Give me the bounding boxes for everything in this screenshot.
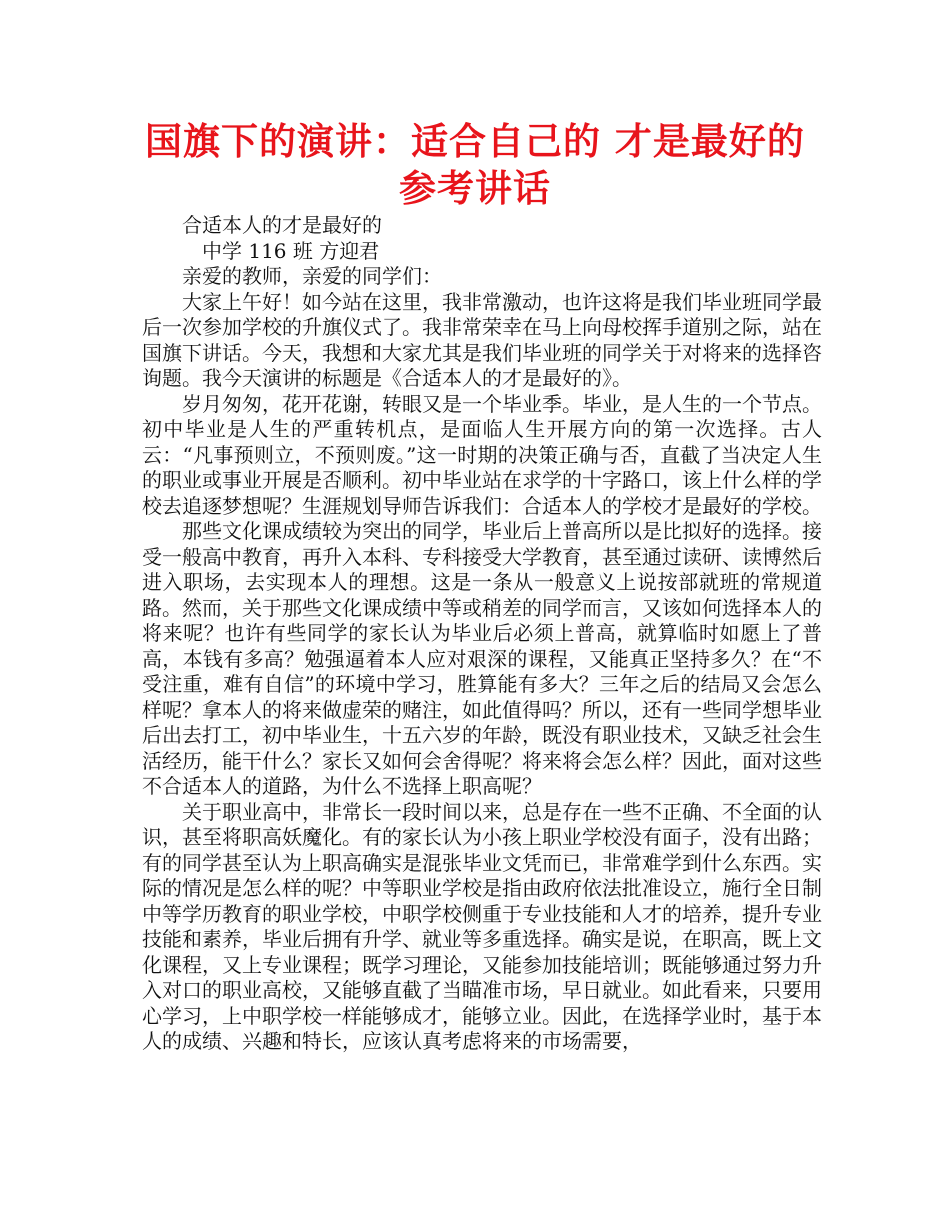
author-line: 中学 116 班 方迎君 (202, 238, 380, 263)
paragraph: 大家上午好！如今站在这里，我非常激动，也许这将是我们毕业班同学最后一次参加学校的升旗仪式了。我非常荣幸在马上向母校挥手道别之际，站在国旗下讲话。今天，我想和大家尤其是我们毕业班的同学关于对将来的选择咨询题。我今天演讲的标题是《合适本人的才是最好的》。 (142, 289, 822, 390)
paragraph: 那些文化课成绩较为突出的同学，毕业后上普高所以是比拟好的选择。接受一般高中教育，再升入本科、专科接受大学教育，甚至通过读研、读博然后进入职场，去实现本人的理想。这是一条从一般意义上说按部就班的常规道路。然而，关于那些文化课成绩中等或稍差的同学而言，又该如何选择本人的将来呢？也许有些同学的家长认为毕业后必须上普高，就算临时如愿上了普高，本钱有多高？勉强逼着本人应对艰深的课程，又能真正坚持多久？在“不受注重，难有自信”的环境中学习，胜算能有多大？三年之后的结局又会怎么样呢？拿本人的将来做虚荣的赌注，如此值得吗？所以，还有一些同学想毕业后出去打工，初中毕业生，十五六岁的年龄，既没有职业技术，又缺乏社会生活经历，能干什么？家长又如何会舍得呢？将来将会怎么样？因此，面对这些不合适本人的道路，为什么不选择上职高呢？ (142, 519, 822, 798)
paragraph: 岁月匆匆，花开花谢，转眼又是一个毕业季。毕业，是人生的一个节点。初中毕业是人生的严重转机点，是面临人生开展方向的第一次选择。古人云：“凡事预则立，不预则废。”这一时期的决策正确与否，直截了当决定人生的职业或事业开展是否顺利。初中毕业站在求学的十字路口，该上什么样的学校去追逐梦想呢？生涯规划导师告诉我们：合适本人的学校才是最好的学校。 (142, 391, 822, 518)
document-body (142, 213, 822, 1055)
paragraph: 关于职业高中，非常长一段时间以来，总是存在一些不正确、不全面的认识，甚至将职高妖魔化。有的家长认为小孩上职业学校没有面子，没有出路；有的同学甚至认为上职高确实是混张毕业文凭而已，非常难学到什么东西。实际的情况是怎么样的呢？中等职业学校是指由政府依法批准设立，施行全日制中等学历教育的职业学校，中职学校侧重于专业技能和人才的培养，提升专业技能和素养，毕业后拥有升学、就业等多重选择。确实是说，在职高，既上文化课程，又上专业课程；既学习理论，又能参加技能培训；既能够通过努力升入对口的职业高校，又能够直截了当瞄准市场，早日就业。如此看来，只要用心学习，上中职学校一样能够成才，能够立业。因此，在选择学业时，基于本人的成绩、兴趣和特长，应该认真考虑将来的市场需要， (142, 799, 822, 1053)
subtitle: 合适本人的才是最好的 (182, 213, 382, 237)
greeting: 亲爱的教师，亲爱的同学们： (182, 264, 442, 288)
document-title: 国旗下的演讲：适合自己的 才是最好的参考讲话 (145, 120, 805, 210)
